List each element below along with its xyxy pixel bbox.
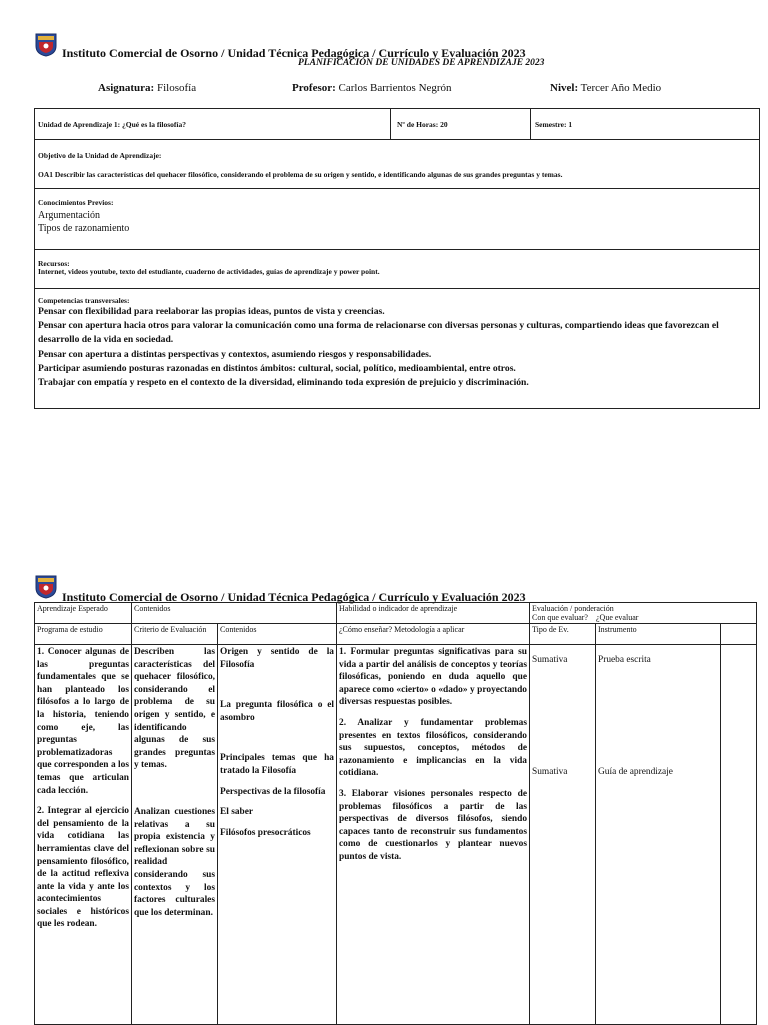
subject-value: Filosofía [156,82,197,94]
prior-knowledge-item: Argumentación [38,210,101,221]
methodology-cell [337,645,530,1025]
objective-text: OA1 Describir las características del quehacer filosófico, considerando el problema de su origen y sentido, e identificando algunas de sus grandes preguntas y temas. [38,170,563,179]
school-crest-icon [35,575,57,599]
unit-title: Unidad de Aprendizaje 1: ¿Qué es la filosofía? [38,120,186,129]
header-contents: Contenidos [132,603,337,624]
objective-cell [34,139,760,189]
level-value: Tercer Año Medio [580,82,662,94]
subheader-instrument: Instrumento [596,624,721,645]
content-item: Filósofos presocráticos [220,827,311,838]
level-label: Nivel: [550,82,579,94]
header-learning: Aprendizaje Esperado [35,603,132,624]
subheader-type: Tipo de Ev. [530,624,596,645]
instrument-cell [596,645,721,1025]
competency-item: Pensar con flexibilidad para reelaborar las propias ideas, puntos de vista y creencias. [38,306,385,317]
institution-title-repeat: Instituto Comercial de Osorno / Unidad Técnica Pedagógica / Currículo y Evaluación 2023 [62,590,526,604]
content-item: Origen y sentido de la Filosofía [220,647,334,670]
prior-knowledge-label: Conocimientos Previos: [38,198,114,207]
evaluation-type: Sumativa [532,655,568,665]
criteria-cell [132,645,218,1025]
unit-cell [34,108,391,140]
competency-item: Participar asumiendo posturas razonadas en distintos ámbitos: cultural, social, político, medioambiental, entre otros. [38,362,516,374]
header-skill: Habilidad o indicador de aprendizaje [337,603,530,624]
evaluation-type: Sumativa [532,766,568,777]
header-what: ¿Que evaluar [595,613,639,622]
subject-field [98,82,196,94]
content-item: Perspectivas de la filosofía [220,786,326,797]
header-evaluation [530,603,757,624]
resources-cell [34,249,760,289]
content-item: Principales temas que ha tratado la Filosofía [220,753,334,776]
hours-value: Nº de Horas: 20 [397,120,448,129]
competency-item: Pensar con apertura hacia otros para valorar la comunicación como una forma de relacionarse con diversas personas y culturas, compartiendo ideas que favorezcan el desarrollo de la vida en sociedad. [38,320,719,346]
resources-text: Internet, videos youtube, texto del estudiante, cuaderno de actividades, guías de aprendizaje y power point. [38,267,380,276]
semester-cell [530,108,760,140]
level-field [550,82,661,94]
header-with-what: Con que evaluar? [532,613,588,622]
planning-table [34,602,757,1025]
resources-label: Recursos: [38,259,70,268]
plan-title: PLANIFICACIÓN DE UNIDADES DE APRENDIZAJE 2023 [298,58,545,68]
teacher-field [292,82,452,94]
competency-item: Trabajar con empatía y respeto en el contexto de la diversidad, eliminando toda expresión de prejuicio y discriminación. [38,377,529,389]
subject-label: Asignatura: [98,82,155,94]
contents-cell [218,645,337,1025]
criterion: Analizan cuestiones relativas a su propia existencia y reflexionan sobre su realidad considerando sus contextos y los factores culturales que los determinan. [134,806,215,918]
empty-cell [721,645,757,1025]
instrument: Guía de aprendizaje [598,766,673,777]
learning-outcome: 2. Integrar al ejercicio del pensamiento de la vida cotidiana las herramientas clave del pensamiento filosófico, de la actitud reflexiva ante la vida y ante los acontecimientos sociales e históricos que les rodean. [37,806,129,930]
prior-knowledge-item: Tipos de razonamiento [38,223,130,234]
learning-outcomes-cell [35,645,132,1025]
methodology-item: 3. Elaborar visiones personales respecto de problemas filosóficos a partir de las perspectivas de diversos filósofos, siendo capaces tanto de reconstruir sus fundamentos como de cuestionarlos y plantear nuevos puntos de vista. [339,788,527,862]
methodology-item: 2. Analizar y fundamentar problemas presentes en textos filosóficos, considerando sus supuestos, conceptos, métodos de razonamiento e implicancias en la vida cotidiana. [339,717,527,779]
instrument: Prueba escrita [598,655,651,665]
subheader-criteria: Criterio de Evaluación [132,624,218,645]
school-crest-icon [35,33,57,57]
semester-value: Semestre: 1 [535,120,573,129]
methodology-item: 1. Formular preguntas significativas para su vida a partir del análisis de conceptos y teorías filosóficas, poniendo en duda aquello que aparece como «cierto» o «dado» y proyectando diversas respuestas posibles. [339,647,527,708]
competencies-label: Competencias transversales: [38,296,130,305]
objective-label: Objetivo de la Unidad de Aprendizaje: [38,151,162,160]
learning-outcome: 1. Conocer algunas de las preguntas fundamentales que se han planteado los filósofos a lo largo de la historia, teniendo como eje, las preguntas problematizadoras que corresponden a los temas que articulan cada lección. [37,647,129,796]
subheader-contents: Contenidos [218,624,337,645]
evaluation-type-cell [530,645,596,1025]
content-item: La pregunta filosófica o el asombro [220,700,334,723]
competencies-cell [34,288,760,409]
prior-knowledge-cell [34,188,760,250]
subheader-empty [721,624,757,645]
header-evaluation-title: Evaluación / ponderación [532,604,614,613]
subheader-how: ¿Cómo enseñar? Metodología a aplicar [337,624,530,645]
teacher-label: Profesor: [292,82,336,94]
subheader-program: Programa de estudio [35,624,132,645]
hours-cell [390,108,531,140]
competency-item: Pensar con apertura a distintas perspectivas y contextos, asumiendo riesgos y responsabilidades. [38,348,432,360]
criterion: Describen las características del quehacer filosófico, considerando el problema de su origen y sentido, e identificando algunas de sus grandes preguntas y temas. [134,647,215,771]
content-item: El saber [220,807,254,818]
institution-title: Instituto Comercial de Osorno / Unidad Técnica Pedagógica / Currículo y Evaluación 2023 [62,46,526,60]
teacher-value: Carlos Barrientos Negrón [338,82,452,94]
competencies-list [38,305,754,390]
